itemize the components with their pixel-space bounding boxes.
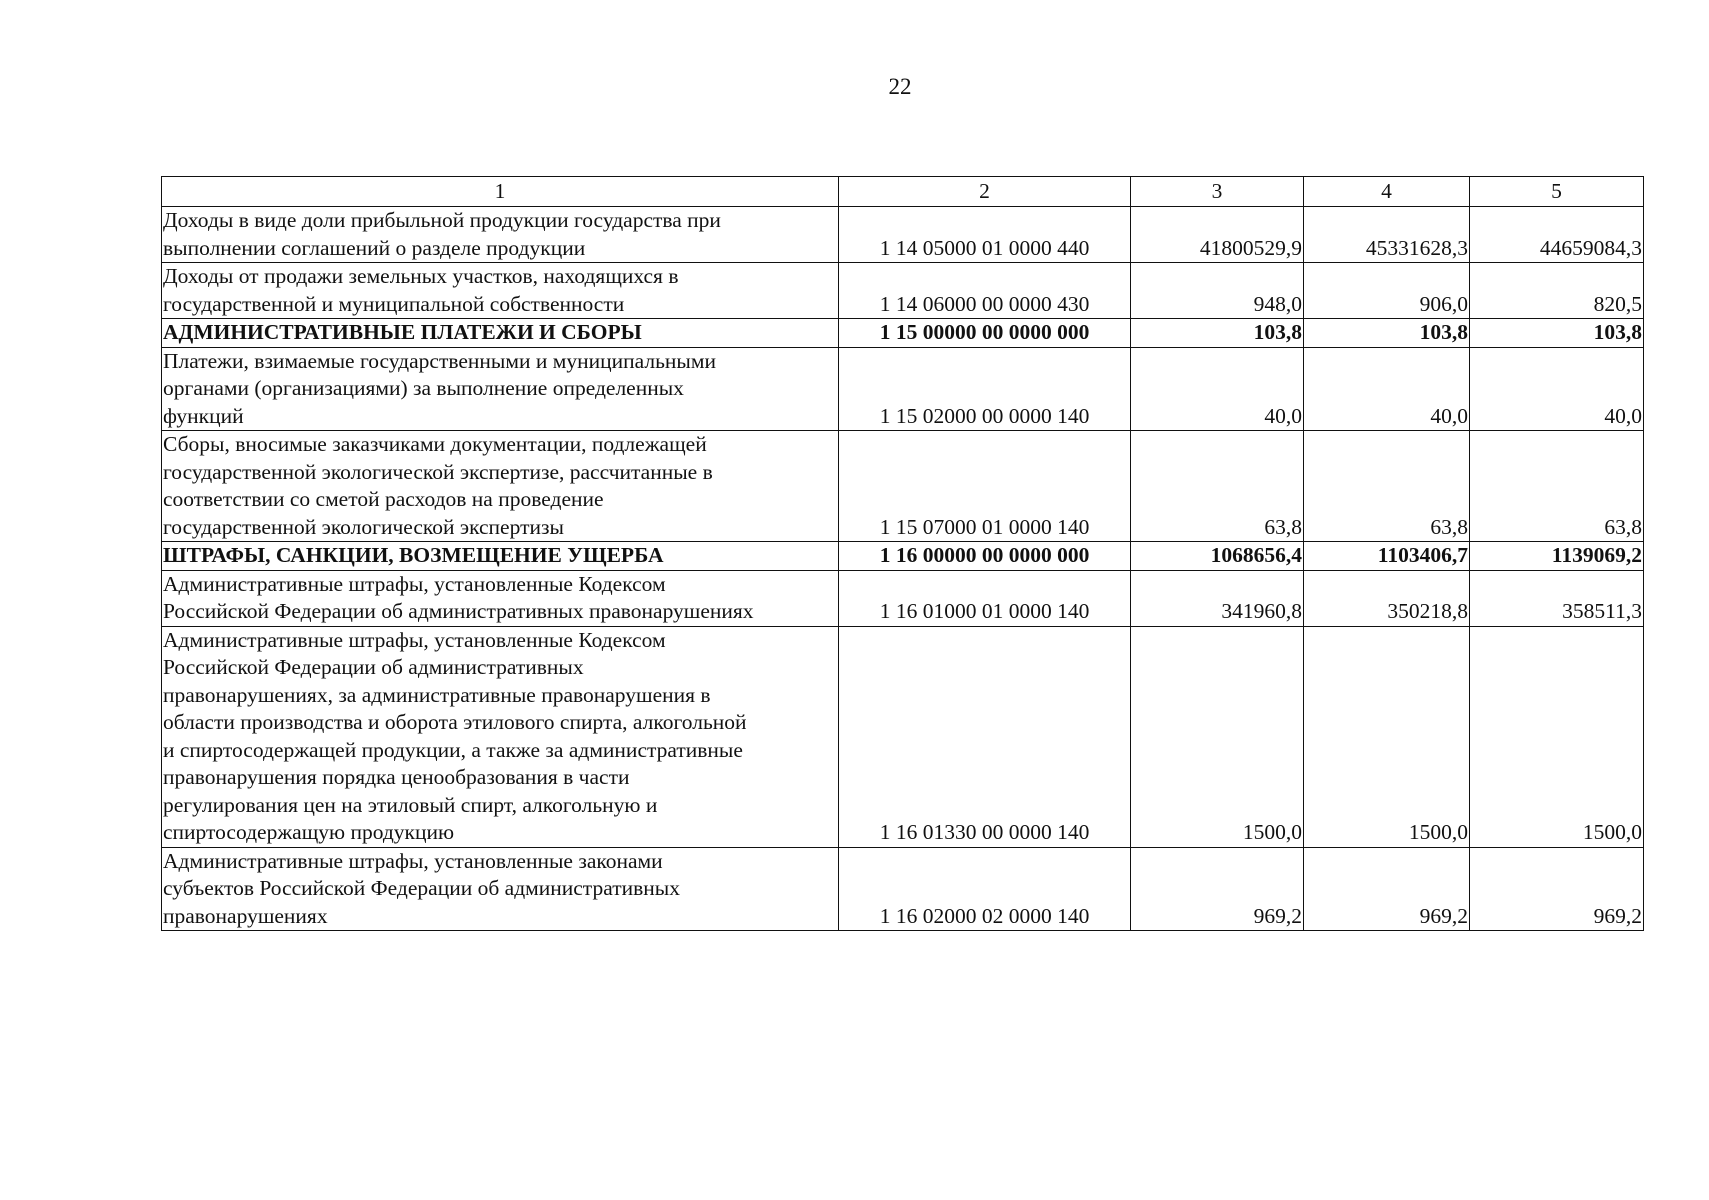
revenue-name-line: правонарушениях [163,903,328,928]
amount-cell-col-3: 969,2 [1131,847,1304,931]
amount-cell-col-5: 1500,0 [1470,626,1644,847]
revenue-name-line: субъектов Российской Федерации об административных [163,876,680,900]
amount-cell-col-3: 40,0 [1131,347,1304,431]
page-number: 22 [888,74,912,99]
revenue-name-cell [162,319,839,348]
amount-cell-col-5: 103,8 [1470,319,1644,348]
amount-cell-col-4: 969,2 [1304,847,1470,931]
table-header-row [162,177,1644,207]
amount-cell-col-3: 103,8 [1131,319,1304,348]
budget-code-cell: 1 14 06000 00 0000 430 [839,263,1131,319]
table-row [162,847,1644,931]
revenue-name-line: соответствии со сметой расходов на проведение [163,487,604,511]
budget-code-cell: 1 15 00000 00 0000 000 [839,319,1131,348]
revenue-name-line: и спиртосодержащей продукции, а также за административные [163,737,743,762]
revenue-name-cell [162,347,839,431]
amount-cell-col-5: 358511,3 [1470,570,1644,626]
amount-cell-col-5: 820,5 [1470,263,1644,319]
header-col-4: 4 [1304,177,1470,207]
revenue-name-line: функций [163,403,244,428]
revenue-name-line: государственной экологической экспертизе, рассчитанные в [163,459,713,484]
table-row [162,431,1644,542]
revenue-name-cell [162,847,839,931]
amount-cell-col-4: 63,8 [1304,431,1470,542]
amount-cell-col-3: 63,8 [1131,431,1304,542]
header-col-1: 1 [162,177,839,207]
revenue-name-line: области производства и оборота этилового спирта, алкогольной [163,710,747,734]
revenue-name-line: органами (организациями) за выполнение определенных [163,376,684,400]
table-row [162,207,1644,263]
table-row [162,626,1644,847]
budget-code-cell: 1 15 02000 00 0000 140 [839,347,1131,431]
amount-cell-col-3: 1068656,4 [1131,542,1304,571]
table-row [162,347,1644,431]
amount-cell-col-5: 63,8 [1470,431,1644,542]
revenue-name-line: правонарушениях, за административные правонарушения в [163,682,711,707]
revenue-name-line: Российской Федерации об административных правонарушениях [163,599,754,623]
amount-cell-col-4: 1103406,7 [1304,542,1470,571]
budget-code-cell: 1 14 05000 01 0000 440 [839,207,1131,263]
amount-cell-col-3: 341960,8 [1131,570,1304,626]
revenue-name-cell [162,626,839,847]
budget-code-cell: 1 15 07000 01 0000 140 [839,431,1131,542]
revenue-name-line: Российской Федерации об административных [163,655,584,679]
revenue-name-line: Административные штрафы, установленные Кодексом [163,627,666,652]
amount-cell-col-5: 44659084,3 [1470,207,1644,263]
budget-code-cell: 1 16 01000 01 0000 140 [839,570,1131,626]
amount-cell-col-4: 45331628,3 [1304,207,1470,263]
revenue-name-line: Платежи, взимаемые государственными и муниципальными [163,348,716,373]
revenue-name-line: государственной экологической экспертизы [163,514,564,539]
table-row [162,542,1644,571]
revenue-name-line: ШТРАФЫ, САНКЦИИ, ВОЗМЕЩЕНИЕ УЩЕРБА [163,543,664,567]
amount-cell-col-3: 1500,0 [1131,626,1304,847]
revenue-name-line: Административные штрафы, установленные Кодексом [163,571,666,596]
revenue-name-cell [162,570,839,626]
revenue-name-line: АДМИНИСТРАТИВНЫЕ ПЛАТЕЖИ И СБОРЫ [163,320,642,344]
revenue-name-line: Доходы от продажи земельных участков, находящихся в [163,264,679,288]
amount-cell-col-4: 906,0 [1304,263,1470,319]
amount-cell-col-4: 350218,8 [1304,570,1470,626]
revenue-name-line: Административные штрафы, установленные законами [163,848,663,873]
table-row [162,263,1644,319]
revenue-name-cell [162,431,839,542]
table-row [162,570,1644,626]
revenue-name-cell [162,207,839,263]
header-col-5: 5 [1470,177,1644,207]
revenue-name-cell [162,263,839,319]
revenue-name-line: регулирования цен на этиловый спирт, алкогольную и [163,792,658,817]
revenue-table [161,176,1644,931]
amount-cell-col-3: 948,0 [1131,263,1304,319]
revenue-name-cell [162,542,839,571]
revenue-name-line: выполнении соглашений о разделе продукции [163,235,586,260]
revenue-name-line: спиртосодержащую продукцию [163,820,455,844]
budget-code-cell: 1 16 00000 00 0000 000 [839,542,1131,571]
revenue-name-line: государственной и муниципальной собственности [163,291,625,316]
header-col-3: 3 [1131,177,1304,207]
amount-cell-col-4: 40,0 [1304,347,1470,431]
table-row [162,319,1644,348]
header-col-2: 2 [839,177,1131,207]
amount-cell-col-4: 103,8 [1304,319,1470,348]
table-body [162,207,1644,931]
amount-cell-col-5: 969,2 [1470,847,1644,931]
amount-cell-col-5: 1139069,2 [1470,542,1644,571]
amount-cell-col-3: 41800529,9 [1131,207,1304,263]
revenue-name-line: Доходы в виде доли прибыльной продукции государства при [163,208,721,232]
amount-cell-col-5: 40,0 [1470,347,1644,431]
budget-code-cell: 1 16 01330 00 0000 140 [839,626,1131,847]
amount-cell-col-4: 1500,0 [1304,626,1470,847]
revenue-name-line: правонарушения порядка ценообразования в части [163,765,630,789]
budget-code-cell: 1 16 02000 02 0000 140 [839,847,1131,931]
revenue-name-line: Сборы, вносимые заказчиками документации, подлежащей [163,432,707,456]
